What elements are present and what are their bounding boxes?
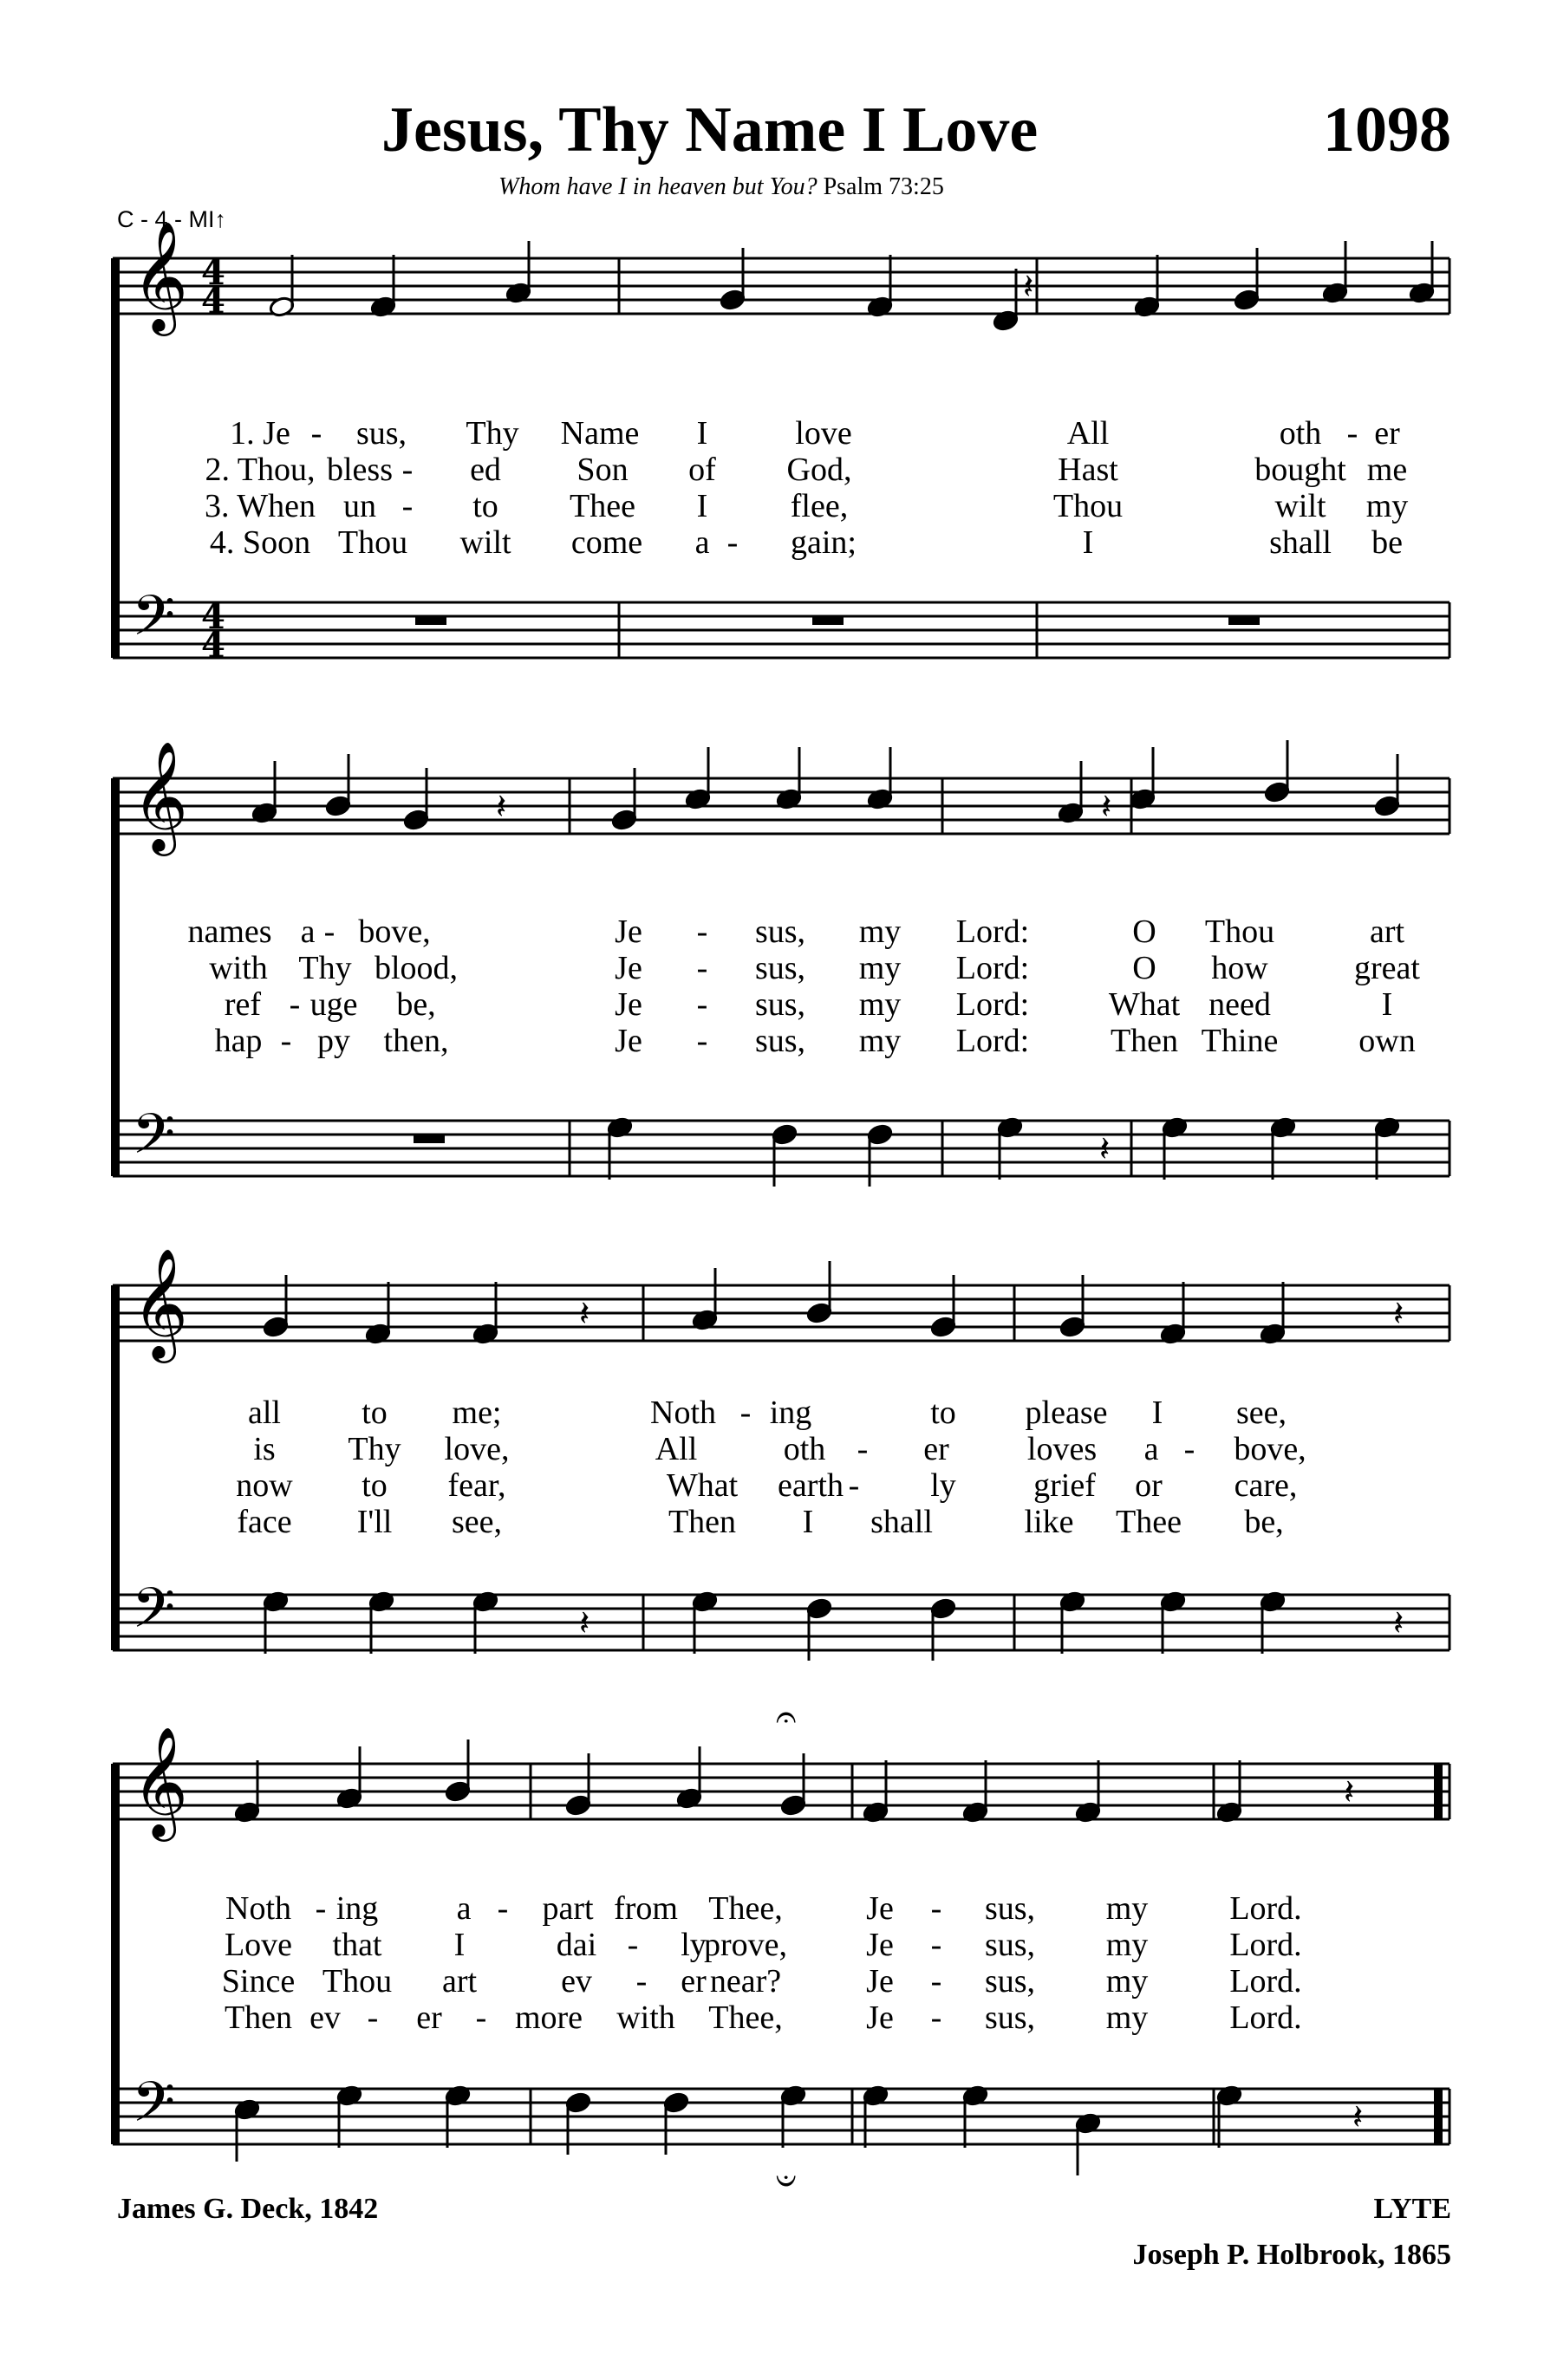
lyric-syllable: oth bbox=[1279, 415, 1322, 452]
lyric-syllable: be, bbox=[1244, 1504, 1284, 1540]
lyric-syllable: - bbox=[1346, 415, 1358, 452]
lyric-syllable: my bbox=[858, 1023, 902, 1059]
fermata: 𝄐 bbox=[776, 1695, 797, 1738]
lyric-syllable: love bbox=[795, 415, 852, 452]
lyric-syllable: need bbox=[1208, 986, 1271, 1023]
lyric-syllable: from bbox=[614, 1890, 678, 1927]
tune-name: LYTE bbox=[1373, 2193, 1451, 2225]
lyric-syllable: sus, bbox=[754, 986, 806, 1023]
lyric-syllable: Je bbox=[615, 914, 642, 950]
lyric-syllable: I bbox=[1082, 524, 1094, 561]
lyric-syllable: Then bbox=[668, 1504, 737, 1540]
lyric-syllable: un bbox=[343, 488, 376, 524]
lyric-syllable: - bbox=[323, 914, 336, 950]
time-sig-top: 4 bbox=[201, 252, 225, 293]
treble-staff bbox=[113, 1764, 1450, 1819]
lyric-syllable: Then bbox=[1110, 1023, 1179, 1059]
lyric-syllable: - bbox=[739, 1395, 752, 1431]
quarter-rest: 𝄽 bbox=[1023, 267, 1034, 307]
lyric-syllable: Thee, bbox=[708, 2000, 783, 2036]
note bbox=[1264, 740, 1291, 803]
lyric-syllable: sus, bbox=[984, 2000, 1036, 2036]
lyric-syllable: gain; bbox=[791, 524, 857, 561]
lyric-syllable: part bbox=[542, 1890, 594, 1927]
lyric-syllable: - bbox=[401, 452, 414, 488]
lyric-syllable: my bbox=[858, 914, 902, 950]
system-brace-bar bbox=[111, 1764, 120, 2144]
lyric-syllable: a bbox=[456, 1890, 472, 1927]
lyric-syllable: Thy bbox=[466, 415, 519, 452]
lyric-syllable: please bbox=[1025, 1395, 1108, 1431]
lyric-syllable: to bbox=[362, 1467, 388, 1504]
lyric-syllable: - bbox=[930, 1890, 942, 1927]
hymn-title: Jesus, Thy Name I Love bbox=[381, 94, 1039, 166]
lyric-syllable: more bbox=[514, 2000, 583, 2036]
lyric-syllable: loves bbox=[1026, 1431, 1098, 1467]
quarter-rest: 𝄽 bbox=[1393, 1294, 1404, 1334]
lyric-syllable: Lord: bbox=[955, 986, 1030, 1023]
lyric-syllable: Lord. bbox=[1229, 1963, 1302, 2000]
quarter-rest: 𝄽 bbox=[1344, 1772, 1355, 1812]
lyric-syllable: art bbox=[1369, 914, 1405, 950]
lyric-syllable: great bbox=[1354, 950, 1420, 986]
lyric-syllable: I bbox=[802, 1504, 814, 1540]
quarter-rest: 𝄽 bbox=[1099, 1129, 1111, 1169]
lyric-syllable: - bbox=[930, 1963, 942, 2000]
lyric-syllable: er bbox=[923, 1431, 949, 1467]
lyric-syllable: me bbox=[1366, 452, 1408, 488]
bass-clef: 𝄢 bbox=[132, 2071, 176, 2149]
lyric-syllable: ev bbox=[561, 1963, 592, 2000]
lyric-syllable: - bbox=[726, 524, 739, 561]
lyric-syllable: my bbox=[858, 986, 902, 1023]
lyric-syllable: - bbox=[635, 1963, 648, 2000]
treble-clef: 𝄞 bbox=[132, 740, 189, 851]
lyric-syllable: sus, bbox=[754, 914, 806, 950]
lyric-syllable: be bbox=[1371, 524, 1403, 561]
lyric-syllable: Son bbox=[577, 452, 629, 488]
lyric-syllable: then, bbox=[383, 1023, 449, 1059]
lyric-syllable: Then bbox=[224, 2000, 293, 2036]
lyric-syllable: art bbox=[441, 1963, 478, 2000]
lyric-syllable: my bbox=[858, 950, 902, 986]
lyric-syllable: - bbox=[696, 1023, 708, 1059]
music-credit: Joseph P. Holbrook, 1865 bbox=[1132, 2239, 1451, 2271]
lyric-syllable: - bbox=[280, 1023, 292, 1059]
treble-clef: 𝄞 bbox=[132, 1247, 189, 1358]
lyric-syllable: ev bbox=[309, 2000, 341, 2036]
lyric-syllable: bless bbox=[327, 452, 393, 488]
lyric-syllable: God, bbox=[786, 452, 852, 488]
lyric-syllable: bove, bbox=[1234, 1431, 1306, 1467]
time-sig-bottom: 4 bbox=[201, 625, 225, 666]
key-info: C - 4 - MI↑ bbox=[117, 206, 226, 232]
lyric-syllable: 4. Soon bbox=[209, 524, 311, 561]
lyric-syllable: What bbox=[1108, 986, 1181, 1023]
lyric-syllable: er bbox=[416, 2000, 442, 2036]
lyric-syllable: a bbox=[694, 524, 710, 561]
bass-clef: 𝄢 bbox=[132, 584, 176, 662]
treble-clef: 𝄞 bbox=[132, 220, 189, 331]
lyric-syllable: Noth bbox=[650, 1395, 716, 1431]
lyric-syllable: - bbox=[401, 488, 414, 524]
lyric-syllable: see, bbox=[1235, 1395, 1287, 1431]
lyric-syllable: Thine bbox=[1201, 1023, 1279, 1059]
lyric-syllable: Thy bbox=[298, 950, 352, 986]
lyric-syllable: - bbox=[367, 2000, 379, 2036]
lyric-syllable: that bbox=[332, 1927, 382, 1963]
lyric-syllable: Je bbox=[615, 950, 642, 986]
lyric-syllable: Lord: bbox=[955, 950, 1030, 986]
lyric-syllable: All bbox=[1066, 415, 1110, 452]
quarter-rest: 𝄽 bbox=[579, 1603, 590, 1643]
lyric-syllable: Je bbox=[866, 2000, 894, 2036]
final-barline bbox=[1434, 2089, 1443, 2144]
lyric-syllable: names bbox=[187, 914, 272, 950]
lyric-syllable: Thou bbox=[1052, 488, 1124, 524]
lyric-syllable: like bbox=[1024, 1504, 1074, 1540]
lyric-syllable: sus, bbox=[984, 1890, 1036, 1927]
system-brace-bar bbox=[111, 778, 120, 1176]
lyric-syllable: Lord: bbox=[955, 914, 1030, 950]
lyric-syllable: shall bbox=[1269, 524, 1332, 561]
lyric-syllable: - bbox=[930, 1927, 942, 1963]
lyric-syllable: how bbox=[1211, 950, 1268, 986]
lyric-syllable: all bbox=[248, 1395, 281, 1431]
lyric-syllable: Je bbox=[866, 1890, 894, 1927]
lyric-syllable: come bbox=[570, 524, 643, 561]
lyric-syllable: I bbox=[696, 415, 708, 452]
lyric-syllable: Lord. bbox=[1229, 1927, 1302, 1963]
lyric-syllable: flee, bbox=[790, 488, 849, 524]
lyric-syllable: near? bbox=[709, 1963, 782, 2000]
lyric-syllable: my bbox=[1105, 1963, 1149, 2000]
lyric-syllable: er bbox=[1374, 415, 1400, 452]
lyric-syllable: Hast bbox=[1058, 452, 1118, 488]
lyric-syllable: - bbox=[930, 2000, 942, 2036]
lyric-syllable: I bbox=[453, 1927, 466, 1963]
lyric-syllable: Je bbox=[866, 1927, 894, 1963]
lyric-syllable: ed bbox=[470, 452, 501, 488]
lyric-syllable: hap bbox=[214, 1023, 263, 1059]
lyric-syllable: ly bbox=[681, 1927, 707, 1963]
quarter-rest: 𝄽 bbox=[1393, 1603, 1404, 1643]
lyric-syllable: Thy bbox=[348, 1431, 401, 1467]
lyric-syllable: to bbox=[362, 1395, 388, 1431]
lyric-syllable: Thou bbox=[337, 524, 408, 561]
system-brace-bar bbox=[111, 258, 120, 658]
lyric-syllable: - bbox=[1183, 1431, 1195, 1467]
time-sig-bottom: 4 bbox=[201, 281, 225, 322]
lyric-syllable: uge bbox=[309, 986, 358, 1023]
lyric-syllable: or bbox=[1135, 1467, 1163, 1504]
note bbox=[325, 754, 352, 817]
lyric-syllable: sus, bbox=[754, 1023, 806, 1059]
lyric-syllable: a bbox=[300, 914, 316, 950]
lyric-syllable: oth bbox=[783, 1431, 826, 1467]
whole-rest bbox=[1228, 616, 1260, 625]
words-credit: James G. Deck, 1842 bbox=[117, 2193, 379, 2225]
lyric-syllable: Love bbox=[224, 1927, 293, 1963]
lyric-syllable: - bbox=[310, 415, 322, 452]
lyric-syllable: I bbox=[1381, 986, 1393, 1023]
treble-clef: 𝄞 bbox=[132, 1726, 189, 1837]
lyric-syllable: Thou bbox=[322, 1963, 393, 2000]
lyric-syllable: bove, bbox=[358, 914, 431, 950]
lyric-syllable: my bbox=[1105, 2000, 1149, 2036]
lyric-syllable: sus, bbox=[754, 950, 806, 986]
lyric-syllable: bought bbox=[1254, 452, 1346, 488]
lyric-syllable: - bbox=[857, 1431, 869, 1467]
bass-staff bbox=[113, 602, 1450, 658]
lyric-syllable: care, bbox=[1234, 1467, 1298, 1504]
lyric-syllable: my bbox=[1105, 1890, 1149, 1927]
quarter-rest: 𝄽 bbox=[1352, 2097, 1364, 2137]
lyric-syllable: shall bbox=[870, 1504, 933, 1540]
bass-staff bbox=[113, 1595, 1450, 1650]
scripture-ref: Psalm 73:25 bbox=[823, 173, 944, 200]
lyric-syllable: Thou bbox=[1204, 914, 1275, 950]
lyric-syllable: me; bbox=[452, 1395, 502, 1431]
lyric-syllable: Lord: bbox=[955, 1023, 1030, 1059]
note bbox=[1374, 754, 1401, 817]
lyric-syllable: 3. When bbox=[204, 488, 316, 524]
lyric-syllable: wilt bbox=[459, 524, 511, 561]
treble-staff bbox=[113, 1285, 1450, 1341]
lyric-syllable: my bbox=[1365, 488, 1409, 524]
fermata: 𝄑 bbox=[776, 2159, 797, 2201]
lyric-syllable: 2. Thou, bbox=[205, 452, 316, 488]
lyric-syllable: face bbox=[237, 1504, 292, 1540]
whole-rest bbox=[415, 616, 446, 625]
lyric-syllable: sus, bbox=[355, 415, 407, 452]
quarter-rest: 𝄽 bbox=[1101, 787, 1112, 827]
lyric-syllable: O bbox=[1132, 950, 1156, 986]
system-brace-bar bbox=[111, 1285, 120, 1650]
lyric-syllable: Je bbox=[615, 1023, 642, 1059]
lyric-syllable: ref bbox=[224, 986, 262, 1023]
lyric-syllable: with bbox=[616, 2000, 675, 2036]
lyric-syllable: ing bbox=[336, 1890, 379, 1927]
lyric-syllable: I'll bbox=[356, 1504, 393, 1540]
lyric-syllable: Since bbox=[221, 1963, 296, 2000]
lyric-syllable: py bbox=[317, 1023, 350, 1059]
lyric-syllable: What bbox=[666, 1467, 739, 1504]
lyric-syllable: 1. Je bbox=[230, 415, 290, 452]
lyric-syllable: Je bbox=[615, 986, 642, 1023]
lyric-syllable: dai bbox=[556, 1927, 597, 1963]
lyric-syllable: Name bbox=[560, 415, 640, 452]
lyric-syllable: wilt bbox=[1274, 488, 1326, 524]
note bbox=[806, 1261, 833, 1324]
scripture-quote: Whom have I in heaven but You? bbox=[498, 173, 818, 200]
lyric-syllable: a bbox=[1143, 1431, 1159, 1467]
lyric-syllable: All bbox=[655, 1431, 698, 1467]
lyric-syllable: I bbox=[696, 488, 708, 524]
staff-lines bbox=[113, 258, 1450, 2144]
whole-rest bbox=[414, 1135, 445, 1143]
lyric-syllable: own bbox=[1358, 1023, 1416, 1059]
lyric-syllable: Thee, bbox=[708, 1890, 783, 1927]
lyric-syllable: ing bbox=[769, 1395, 812, 1431]
lyric-syllable: to bbox=[930, 1395, 956, 1431]
lyric-syllable: - bbox=[696, 950, 708, 986]
lyric-syllable: Noth bbox=[225, 1890, 291, 1927]
lyric-syllable: prove, bbox=[703, 1927, 788, 1963]
lyric-syllable: with bbox=[209, 950, 268, 986]
lyric-syllable: O bbox=[1132, 914, 1156, 950]
lyric-syllable: Je bbox=[866, 1963, 894, 2000]
whole-rest bbox=[812, 616, 844, 625]
lyric-syllable: er bbox=[681, 1963, 707, 2000]
lyric-syllable: grief bbox=[1033, 1467, 1096, 1504]
lyric-syllable: see, bbox=[451, 1504, 503, 1540]
lyric-syllable: ly bbox=[930, 1467, 956, 1504]
lyric-syllable: - bbox=[627, 1927, 639, 1963]
lyric-syllable: - bbox=[475, 2000, 487, 2036]
lyric-syllable: blood, bbox=[374, 950, 459, 986]
lyric-syllable: love, bbox=[444, 1431, 510, 1467]
bass-clef: 𝄢 bbox=[132, 1102, 176, 1180]
lyric-syllable: - bbox=[696, 914, 708, 950]
lyric-syllable: of bbox=[688, 452, 716, 488]
hymn-number: 1098 bbox=[1323, 94, 1451, 166]
bass-clef: 𝄢 bbox=[132, 1577, 176, 1655]
time-sig-top: 4 bbox=[201, 596, 225, 637]
lyric-syllable: to bbox=[472, 488, 498, 524]
lyric-syllable: I bbox=[1151, 1395, 1163, 1431]
lyric-syllable: Thee bbox=[1116, 1504, 1182, 1540]
lyric-syllable: be, bbox=[396, 986, 436, 1023]
lyric-syllable: sus, bbox=[984, 1927, 1036, 1963]
lyric-syllable: Thee bbox=[570, 488, 635, 524]
lyric-syllable: - bbox=[497, 1890, 509, 1927]
lyric-syllable: - bbox=[289, 986, 301, 1023]
lyric-syllable: - bbox=[848, 1467, 860, 1504]
lyric-syllable: now bbox=[236, 1467, 293, 1504]
lyric-syllable: - bbox=[696, 986, 708, 1023]
quarter-rest: 𝄽 bbox=[496, 787, 507, 827]
final-barline bbox=[1434, 1764, 1443, 1819]
quarter-rest: 𝄽 bbox=[579, 1294, 590, 1334]
lyric-syllable: sus, bbox=[984, 1963, 1036, 2000]
lyric-syllable: is bbox=[253, 1431, 276, 1467]
lyric-syllable: earth bbox=[778, 1467, 844, 1504]
note bbox=[445, 1739, 472, 1803]
lyric-syllable: fear, bbox=[447, 1467, 506, 1504]
lyric-syllable: my bbox=[1105, 1927, 1149, 1963]
lyric-syllable: - bbox=[315, 1890, 327, 1927]
lyric-syllable: Lord. bbox=[1229, 2000, 1302, 2036]
lyric-syllable: Lord. bbox=[1229, 1890, 1302, 1927]
